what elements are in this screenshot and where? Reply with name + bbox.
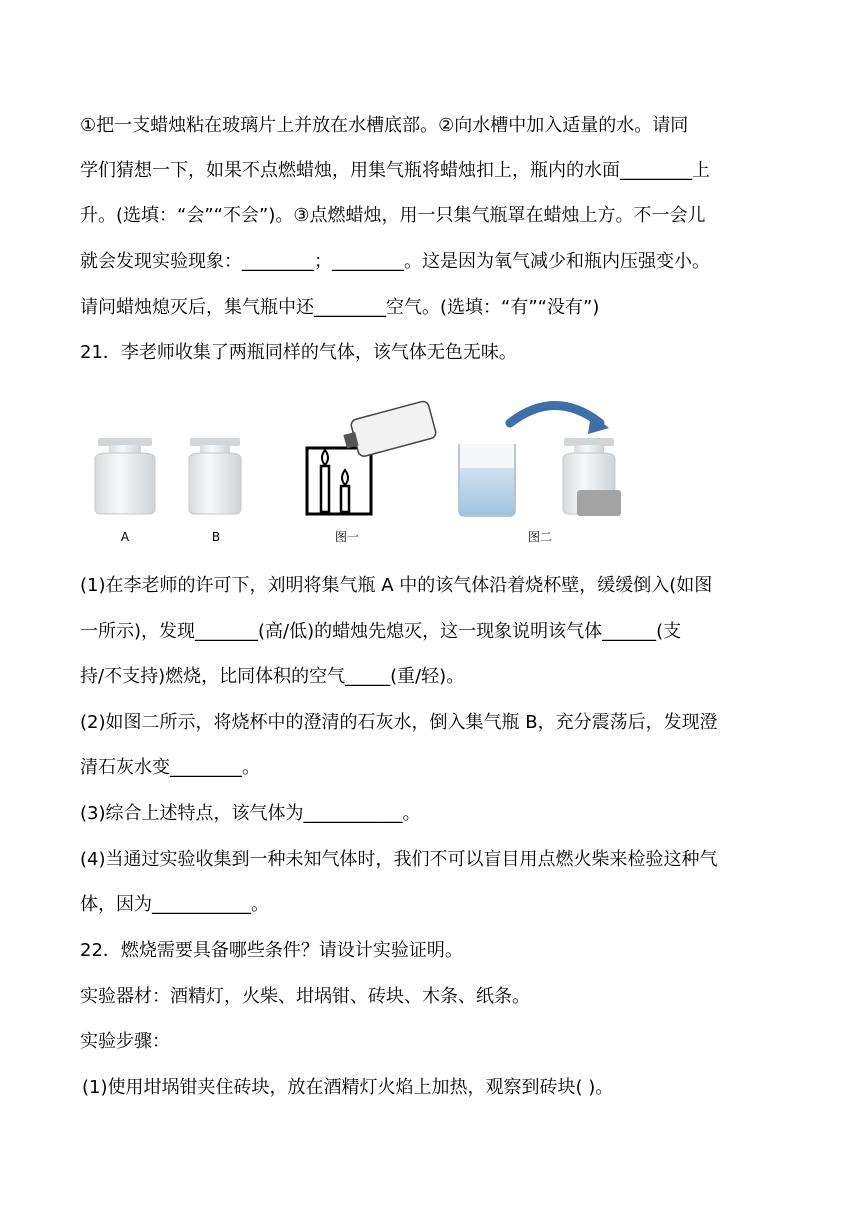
question-22-title: 22．燃烧需要具备哪些条件？请设计实验证明。 <box>80 940 463 961</box>
step-1: (1)使用坩埚钳夹住砖块，放在酒精灯火焰上加热，观察到砖块( )。 <box>82 1077 614 1098</box>
question-21-part-4-line-2: 体，因为___________。 <box>80 894 269 915</box>
question-21-part-2-line-1: (2)如图二所示，将烧杯中的澄清的石灰水，倒入集气瓶 B，充分震荡后，发现澄 <box>80 712 718 733</box>
question-21-part-2-line-2: 清石灰水变________。 <box>80 757 260 778</box>
experiment-figure <box>85 398 645 548</box>
paragraph-line-2: 学们猜想一下，如果不点燃蜡烛，用集气瓶将蜡烛扣上，瓶内的水面________上 <box>80 160 710 181</box>
gas-jar-b <box>189 438 241 514</box>
question-21-title: 21．李老师收集了两瓶同样的气体，该气体无色无味。 <box>80 342 517 363</box>
paragraph-line-3: 升。(选填：“会”“不会”)。③点燃蜡烛，用一只集气瓶罩在蜡烛上方。不一会儿 <box>80 205 706 226</box>
question-21-part-1-line-2: 一所示)，发现_______(高/低)的蜡烛先熄灭，这一现象说明该气体______(支 <box>80 621 682 642</box>
experiment-illustration <box>85 398 645 548</box>
question-21-part-4-line-1: (4)当通过实验收集到一种未知气体时，我们不可以盲目用点燃火柴来检验这种气 <box>80 849 718 870</box>
label-figure-2: 图二 <box>527 530 553 544</box>
label-b: B <box>211 530 221 544</box>
paragraph-line-1: ①把一支蜡烛粘在玻璃片上并放在水槽底部。②向水槽中加入适量的水。请同 <box>80 115 689 136</box>
question-21-part-1-line-3: 持/不支持)燃烧，比同体积的空气_____(重/轻)。 <box>80 666 465 687</box>
question-21-part-3: (3)综合上述特点，该气体为___________。 <box>80 803 421 824</box>
label-a: A <box>120 530 130 544</box>
paragraph-line-4: 就会发现实验现象：________；________。这是因为氧气减少和瓶内压强变小。 <box>80 251 710 272</box>
figure-2-limewater <box>459 406 621 517</box>
materials-line: 实验器材：酒精灯，火柴、坩埚钳、砖块、木条、纸条。 <box>80 986 530 1007</box>
label-figure-1: 图一 <box>334 530 360 544</box>
steps-heading: 实验步骤： <box>80 1031 170 1052</box>
paragraph-line-5: 请问蜡烛熄灭后，集气瓶中还________空气。(选填：“有”“没有”) <box>80 297 600 318</box>
question-21-part-1-line-1: (1)在李老师的许可下，刘明将集气瓶 A 中的该气体沿着烧杯壁，缓缓倒入(如图 <box>80 575 713 596</box>
gas-jar-a <box>95 438 155 514</box>
figure-1-pouring <box>307 400 437 514</box>
